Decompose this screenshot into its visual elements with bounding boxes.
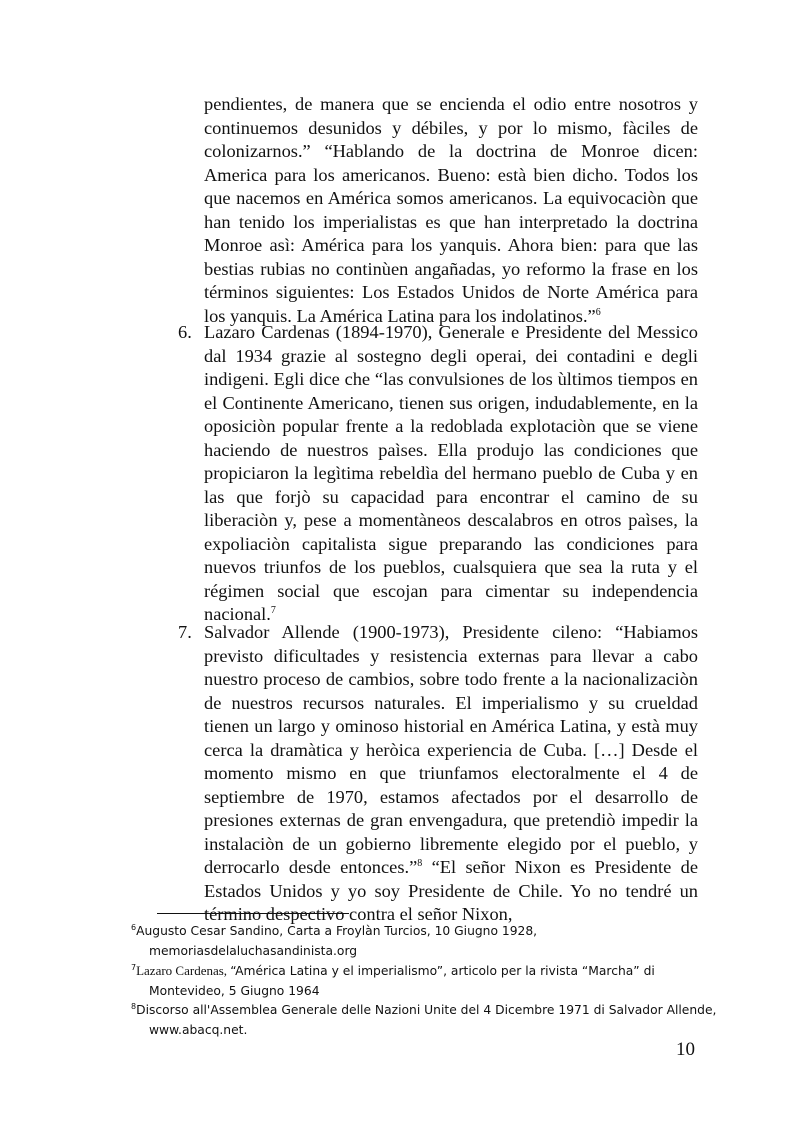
continued-paragraph-text: pendientes, de manera que se encienda el odio entre nosotros y continuemos desunidos y débiles, y por lo mismo, fàciles de colonizarnos.” “Hablando de la doctrina de Monroe dicen: America para los americanos. Bueno: està bien dicho. Todos los que nacemos en América somos americanos. La equivocaciòn que han tenido los imperialistas es que han interpretado la doctrina Monroe asì: América para los yanquis. Ahora bien: para que las bestias rubias no continùen angañadas, yo reformo la frase en los términos siguientes: Los Estados Unidos de Norte América para los yanquis. La América Latina para los indolatinos.” [204,94,698,326]
footnote-ref-7[interactable]: 7 [270,604,276,616]
footnote-mark: 6 [131,922,137,932]
footnote-7 [131,961,721,1001]
footnote-mark: 8 [131,1001,137,1011]
footnote-separator [157,913,349,914]
list-item-text: Salvador Allende (1900-1973), Presidente cileno: “Habiamos previsto dificultades y resistencia externas para llevar a cabo nuestro proceso de cambios, sobre todo frente a la nacionalizaciòn de nuestros recursos naturales. El imperialismo y su crueldad tienen un largo y ominoso historial en América Latina, y està muy cerca la dramàtica y heròica experiencia de Cuba. […] Desde el momento mismo en que triunfamos electoralmente el 4 de septiembre de 1970, estamos afectados por el desarrollo de presiones externas de gran envengadura, que pretendiò impedir la instalaciòn de un gobierno libremente elegido por el pueblo, y derrocarlo desde entonces.” [204,622,698,877]
footnotes [131,922,721,1040]
footnote-mark: 7 [131,962,137,972]
page-number: 10 [676,1039,695,1060]
list-item-number-7: 7. [178,622,192,642]
list-item-allende [204,621,698,927]
list-item-text-continued: “El señor Nixon es Presidente de Estados Unidos y yo soy Presidente de Chile. Yo no tendré un término despectivo contra el señor Nixon, [204,857,698,924]
list-item-number-6: 6. [178,322,192,342]
footnote-text: “América Latina y el imperialismo”, articolo per la rivista “Marcha” di Montevideo, 5 Giugno 1964 [149,964,655,998]
footnote-ref-6[interactable]: 6 [595,306,601,318]
continued-paragraph [204,93,698,328]
footnote-author: Lazaro Cardenas, [136,963,231,978]
footnote-6 [131,922,721,961]
footnote-8 [131,1001,721,1040]
list-item-cardenas [204,321,698,627]
footnote-text: Discorso all'Assemblea Generale delle Nazioni Unite del 4 Dicembre 1971 di Salvador Allende, www.abacq.net. [136,1003,717,1037]
footnote-ref-8[interactable]: 8 [417,857,423,869]
list-item-text: Lazaro Cardenas (1894-1970), Generale e Presidente del Messico dal 1934 grazie al sostegno degli operai, dei contadini e degli indigeni. Egli dice che “las convulsiones de los ùltimos tiempos en el Continente Americano, tienen sus origen, indudablemente, en la oposiciòn popular frente a la redoblada explotaciòn que se viene haciendo de nuestros paìses. Ella produjo las condiciones que propiciaron la legìtima rebeldìa del hermano pueblo de Cuba y en las que forjò su capacidad para encontrar el camino de su liberaciòn y, pese a momentàneos descalabros en otros paìses, la expoliaciòn capitalista sigue preparando las condiciones para nuevos triunfos de los pueblos, cualsquiera que sea la ruta y el régimen social que escojan para cimentar su independencia nacional. [204,322,698,624]
footnote-text: Augusto Cesar Sandino, Carta a Froylàn Turcios, 10 Giugno 1928, memoriasdelaluchasandinista.org [136,924,538,958]
